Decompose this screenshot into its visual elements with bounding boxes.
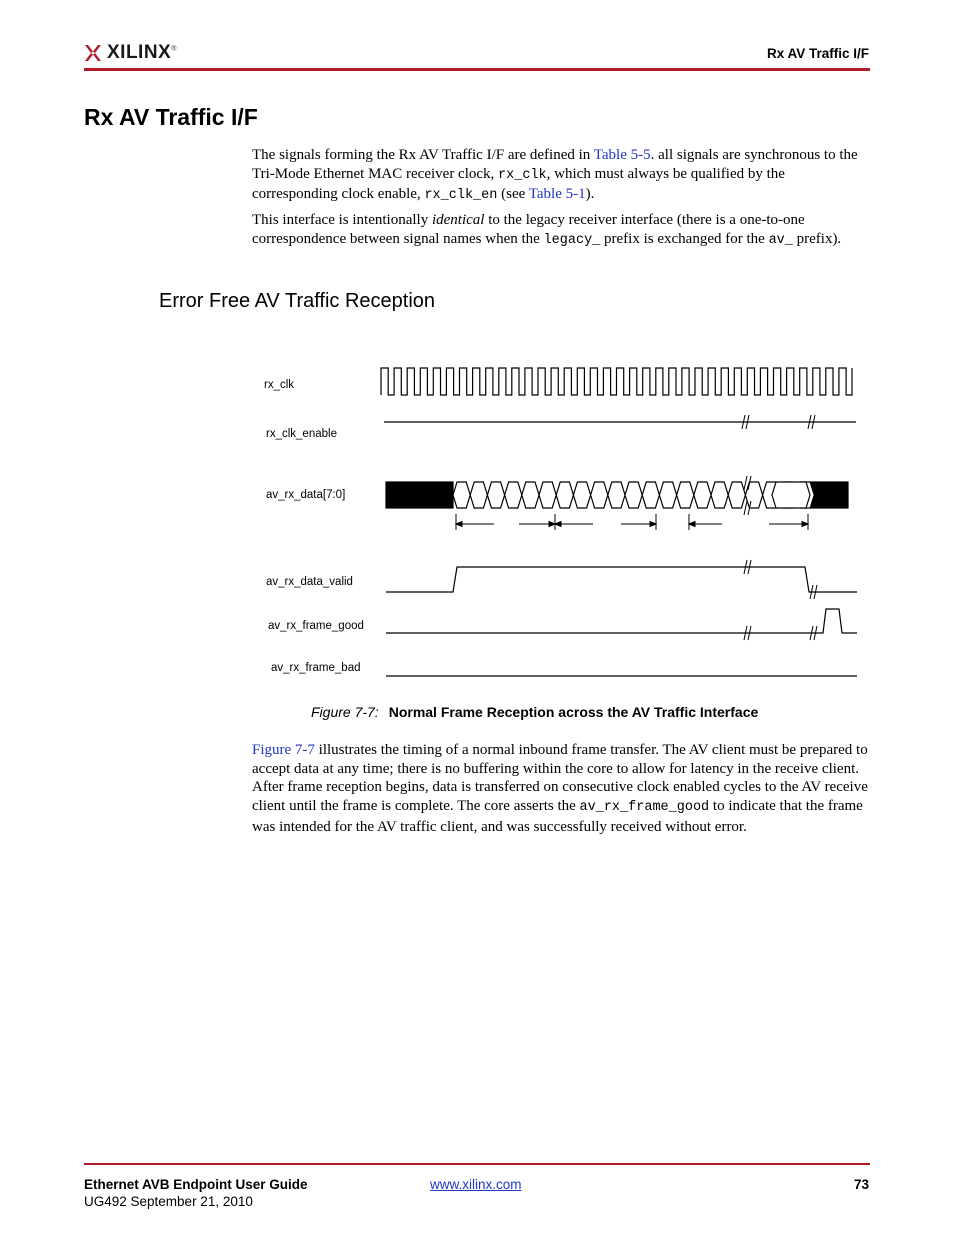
data-cell (505, 482, 522, 508)
running-head: Rx AV Traffic I/F (766, 46, 869, 61)
code-rx-clk-en: rx_clk_en (424, 188, 498, 204)
figure-7-7-link[interactable]: Figure 7-7 (252, 742, 315, 758)
label-rx-clk-enable: rx_clk_enable (266, 428, 337, 440)
data-cell (711, 482, 728, 508)
data-idle-block (810, 482, 848, 508)
data-cell (573, 482, 590, 508)
intro-paragraph: The signals forming the Rx AV Traffic I/F are defined in Table 5-5. all signals are synchronous to the Tri-Mode Ethernet MAC receiver clock, rx_clk, which must always be qualified by the corresponding clock enable, rx_clk_en (see Table 5-1). (252, 147, 858, 204)
table-5-5-link[interactable]: Table 5-5 (593, 147, 651, 163)
data-cell (694, 482, 711, 508)
code-av-rx-frame-good: av_rx_frame_good (579, 800, 710, 816)
data-cell (470, 482, 487, 508)
label-av-rx-data-valid: av_rx_data_valid (266, 576, 353, 588)
footer-doc-id: UG492 September 21, 2010 (84, 1194, 253, 1209)
data-cell (625, 482, 642, 508)
logo-text: XILINX® (107, 42, 177, 63)
data-cell (642, 482, 659, 508)
caption-title: Normal Frame Reception across the AV Traffic Interface (388, 704, 759, 720)
label-av-rx-frame-good: av_rx_frame_good (268, 620, 364, 632)
footer-rule (84, 1163, 870, 1165)
subsection-title: Error Free AV Traffic Reception (159, 290, 436, 312)
data-cell (608, 482, 625, 508)
data-cell (728, 482, 745, 508)
data-idle-block (386, 482, 453, 508)
data-cell (522, 482, 539, 508)
footer-url-link[interactable]: www.xilinx.com (430, 1177, 522, 1192)
label-av-rx-frame-bad: av_rx_frame_bad (271, 662, 361, 674)
caption-number: Figure 7-7: (311, 704, 379, 720)
data-cell (677, 482, 694, 508)
code-av: av_ (768, 232, 793, 248)
data-cell (745, 482, 762, 508)
av-rx-data-valid-waveform (386, 567, 857, 592)
code-legacy: legacy_ (543, 232, 601, 248)
section-title: Rx AV Traffic I/F (84, 104, 258, 130)
code-rx-clk: rx_clk (498, 167, 547, 183)
table-5-1-link[interactable]: Table 5-1 (528, 186, 586, 203)
data-cell (659, 482, 676, 508)
data-cell (487, 482, 504, 508)
data-cell (556, 482, 573, 508)
data-cell (591, 482, 608, 508)
data-cell (772, 482, 810, 508)
label-av-rx-data: av_rx_data[7:0] (266, 489, 346, 501)
av-rx-data-waveform (386, 482, 848, 508)
footer-title: Ethernet AVB Endpoint User Guide (84, 1177, 308, 1192)
data-cell (539, 482, 556, 508)
label-rx-clk: rx_clk (264, 379, 295, 391)
figure-caption (311, 704, 758, 720)
data-cell (453, 482, 470, 508)
av-rx-frame-good-waveform (386, 609, 857, 633)
page-number: 73 (853, 1177, 869, 1192)
identical-paragraph: This interface is intentionally identical to the legacy receiver interface (there is a one-to-one correspondence between signal names when the legacy_ prefix is exchanged for the av_ prefix). (252, 212, 842, 248)
rx-clk-waveform (381, 368, 852, 395)
body-paragraph: Figure 7-7 illustrates the timing of a normal inbound frame transfer. The AV client must be prepared to accept data at any time; there is no buffering within the core to allow for latency in the receive client. After frame reception begins, data is transferred on consecutive clock enabled cycles to the AV receive client until the frame is complete. The core asserts the av_rx_frame_good to indicate that the frame was intended for the AV traffic client, and was successfully received without error. (252, 742, 868, 835)
